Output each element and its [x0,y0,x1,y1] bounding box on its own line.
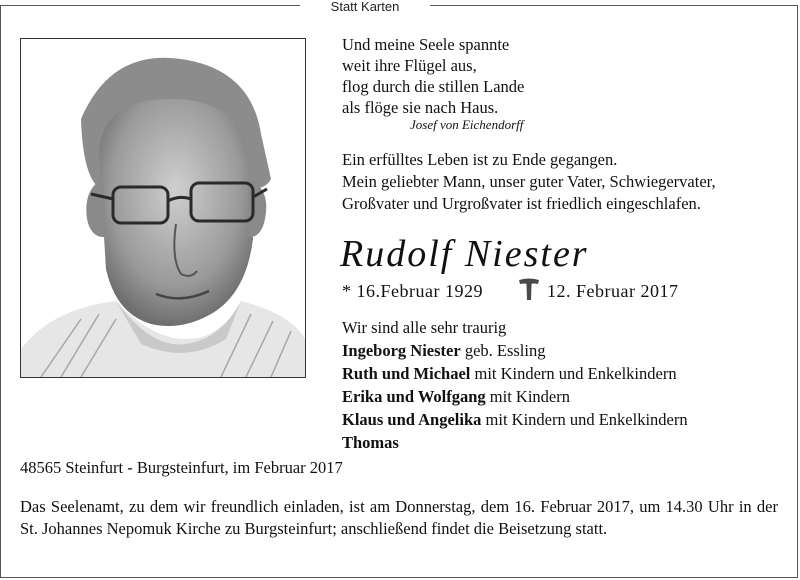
service-info: Das Seelenamt, zu dem wir freundlich einladen, ist am Donnerstag, dem 16. Februar 2017, um 14.30 Uhr in der St. Johannes Nepomuk Kirche zu Burgsteinfurt; anschließend findet die Beisetzung statt. [20,497,778,538]
poem-line: Und meine Seele spannte [342,35,510,54]
death-date: 12. Februar 2017 [546,281,679,301]
poem-line: weit ihre Flügel aus, [342,56,477,75]
tau-cross-icon [518,277,540,306]
mourner-name: Ingeborg Niester [342,341,461,360]
poem-line: flog durch die stillen Lande [342,77,525,96]
header-label: Statt Karten [300,0,430,14]
life-dates [342,277,678,306]
deceased-name: Rudolf Niester [340,233,589,275]
mourners-intro: Wir sind alle sehr traurig [342,318,507,337]
intro-text [342,149,716,215]
mourners-list [342,316,688,454]
intro-line: Großvater und Urgroßvater ist friedlich eingeschlafen. [342,194,701,213]
mourner-name: Thomas [342,433,399,452]
intro-line: Mein geliebter Mann, unser guter Vater, Schwiegervater, [342,172,716,191]
mourner-note: geb. Essling [460,341,546,360]
mourner-entry [342,385,688,408]
mourner-entry [342,339,688,362]
mourner-entry [342,431,688,454]
mourner-name: Ruth und Michael [342,364,471,383]
place-date: 48565 Steinfurt - Burgsteinfurt, im Februar 2017 [20,458,343,477]
mourner-note: mit Kindern und Enkelkindern [470,364,677,383]
mourner-name: Erika und Wolfgang [342,387,486,406]
mourner-note: mit Kindern und Enkelkindern [481,410,688,429]
mourner-entry [342,408,688,431]
poem-line: als flöge sie nach Haus. [342,98,499,117]
poem [342,34,524,118]
portrait-photo [20,38,306,378]
mourner-name: Klaus und Angelika [342,410,482,429]
mourner-note: mit Kindern [485,387,570,406]
birth-date: * 16.Februar 1929 [342,281,483,301]
intro-line: Ein erfülltes Leben ist zu Ende gegangen. [342,150,618,169]
mourner-entry [342,362,688,385]
poem-author: Josef von Eichendorff [410,117,524,132]
